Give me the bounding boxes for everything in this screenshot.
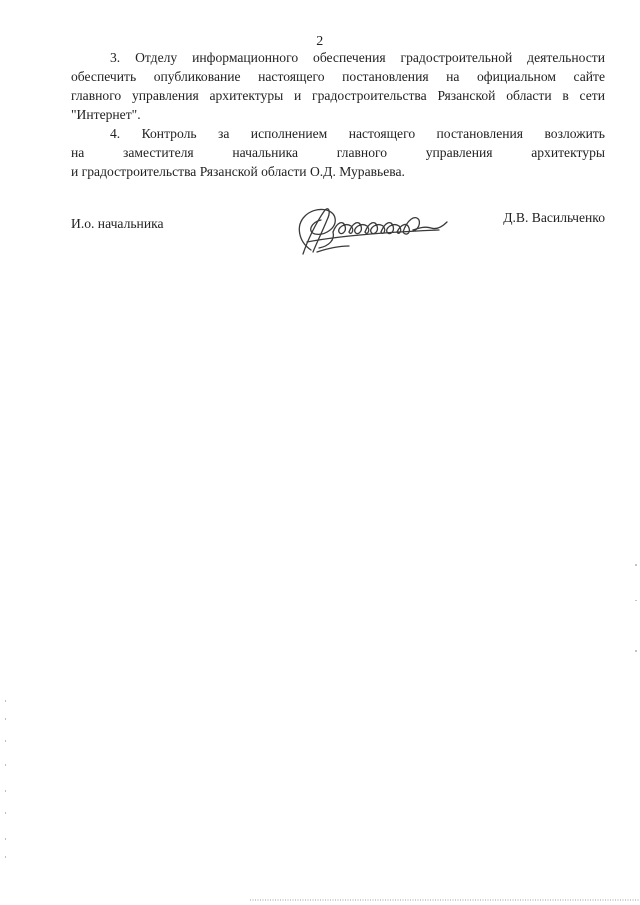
document-body [71, 48, 605, 181]
scan-artifact [250, 899, 640, 901]
paragraph-3-line: обеспечить опубликование настоящего постановления на официальном сайте [71, 69, 605, 84]
paragraph-3 [71, 48, 605, 124]
paragraph-3-line: главного управления архитектуры и градостроительства Рязанской области в сети [71, 88, 605, 103]
paragraph-3-line: 3. Отделу информационного обеспечения градостроительной деятельности [110, 50, 605, 65]
scan-artifact [634, 560, 638, 680]
signature-block [71, 204, 605, 264]
paragraph-4-line: и градостроительства Рязанской области О.Д. Муравьева. [71, 164, 405, 179]
paragraph-4 [71, 124, 605, 181]
handwritten-signature [289, 202, 459, 260]
signatory-name: Д.В. Васильченко [503, 210, 605, 225]
signatory-position: И.о. начальника [71, 216, 164, 231]
paragraph-4-line: на заместителя начальника главного управления архитектуры [71, 145, 605, 160]
paragraph-3-line: "Интернет". [71, 107, 141, 122]
scan-artifact [4, 700, 7, 860]
page-number: 2 [316, 34, 324, 49]
paragraph-4-line: 4. Контроль за исполнением настоящего постановления возложить [110, 126, 605, 141]
